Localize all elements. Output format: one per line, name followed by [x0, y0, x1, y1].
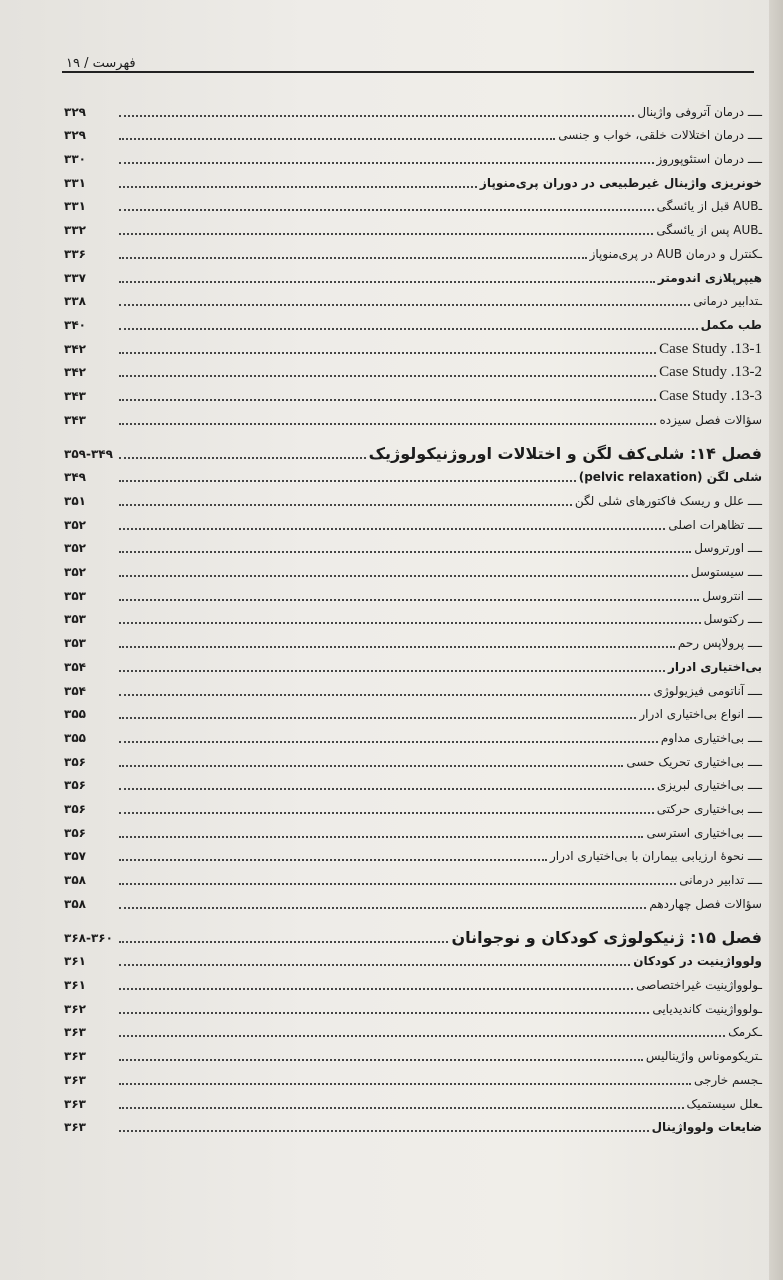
- dot-leader: [119, 575, 688, 577]
- toc-entry-title: ــــ بی‌اختیاری مداوم: [660, 730, 762, 745]
- toc-entry-title: ـAUB قبل از یائسگی: [656, 199, 762, 214]
- toc-page-number: ۳۵۸: [64, 896, 86, 911]
- toc-entry: [64, 169, 762, 193]
- dot-leader: [119, 788, 654, 790]
- toc-page-number: ۳۵۶: [64, 801, 86, 816]
- toc-page-number: ۳۶۳: [64, 1120, 86, 1135]
- toc-entry: [64, 948, 762, 972]
- dot-leader: [119, 375, 656, 377]
- toc-entry-title: سؤالات فصل چهاردهم: [649, 896, 762, 911]
- toc-entry-title: ــــ پرولاپس رحم: [677, 636, 762, 651]
- toc-page-number: ۳۵۵: [64, 730, 86, 745]
- dot-leader: [119, 622, 701, 624]
- toc-page-number: ۳۶۳: [64, 1072, 86, 1087]
- toc-entry-title: ـتریکوموناس واژینالیس: [645, 1049, 762, 1064]
- toc-entry-title: سؤالات فصل سیزده: [659, 412, 762, 427]
- toc-entry: [64, 464, 762, 488]
- toc-page-number: ۳۵۴: [64, 659, 86, 674]
- toc-page-number: ۳۳۶: [64, 246, 86, 261]
- toc-entry-title: ـکرمک: [728, 1025, 762, 1040]
- dot-leader: [119, 1059, 643, 1061]
- toc-entry: [64, 558, 762, 582]
- toc-entry-title: ـتدابیر درمانی: [693, 294, 762, 309]
- toc-entry-title: Case Study .13-2: [659, 364, 762, 381]
- toc-page-number: ۳۵۳: [64, 588, 86, 603]
- dot-leader: [119, 551, 691, 553]
- toc-entry: [64, 122, 762, 146]
- toc-entry-title: ـجسم خارجی: [693, 1072, 762, 1087]
- toc-entry-title: ولوواژینیت در کودکان: [633, 954, 762, 969]
- toc-page-number: ۳۳۱: [64, 199, 86, 214]
- toc-entry: [64, 653, 762, 677]
- toc-entry-title: ـولوواژینیت غیراختصاصی: [636, 978, 762, 993]
- toc-page-number: ۳۵۶: [64, 778, 86, 793]
- toc-entry: [64, 145, 762, 169]
- toc-entry: [64, 1042, 762, 1066]
- toc-page-number: ۳۵۲: [64, 517, 86, 532]
- dot-leader: [119, 257, 587, 259]
- toc-page-number: ۳۳۸: [64, 294, 86, 309]
- toc-page-number: ۳۴۳: [64, 388, 86, 403]
- chapter-heading: [64, 922, 762, 948]
- toc-page-number: ۳۲۹: [64, 128, 86, 143]
- toc-entry: [64, 971, 762, 995]
- toc-entry-title: ـکنترل و درمان AUB در پری‌منوپاز: [589, 246, 762, 261]
- toc-entry: [64, 606, 762, 630]
- dot-leader: [119, 162, 654, 164]
- dot-leader: [119, 457, 366, 459]
- toc-entry: [64, 866, 762, 890]
- dot-leader: [119, 859, 547, 861]
- toc-entry: [64, 382, 762, 406]
- toc-entry: [64, 677, 762, 701]
- toc-entry: [64, 748, 762, 772]
- toc-page-number: ۳۵۴: [64, 683, 86, 698]
- toc-page-number: ۳۳۲: [64, 223, 86, 238]
- toc-page-number: ۳۶۲: [64, 1001, 86, 1016]
- toc-page-number: ۳۶۱: [64, 954, 86, 969]
- toc-entry-title: ضایعات ولوواژینال: [651, 1120, 762, 1135]
- toc-entry-title: ــــ تظاهرات اصلی: [668, 517, 762, 532]
- dot-leader: [119, 988, 633, 990]
- toc-page-number: ۳۶۳: [64, 1049, 86, 1064]
- toc-entry-title: ــــ بی‌اختیاری لبریزی: [656, 778, 762, 793]
- toc-chapter13-tail: [64, 98, 762, 430]
- toc-entry-title: ــــ درمان استئوپوروز: [656, 152, 762, 167]
- dot-leader: [119, 399, 656, 401]
- dot-leader: [119, 741, 658, 743]
- toc-entry-title: ــــ بی‌اختیاری تحریک حسی: [626, 754, 762, 769]
- toc-page-number: ۳۲۹: [64, 104, 86, 119]
- chapter-heading: [64, 438, 762, 464]
- toc-entry-title: ــــ علل و ریسک فاکتورهای شلی لگن: [574, 494, 762, 508]
- toc-entry-title: ــــ اورتروسل: [694, 541, 762, 556]
- toc-entry: [64, 535, 762, 559]
- dot-leader: [119, 964, 630, 966]
- toc-entry-title: ــــ بی‌اختیاری استرسی: [646, 825, 762, 840]
- toc-page-number: ۳۴۳: [64, 412, 86, 427]
- toc-page-number: ۳۴۰: [64, 317, 86, 332]
- dot-leader: [119, 670, 665, 672]
- toc-entry-title: ــــ بی‌اختیاری حرکتی: [656, 801, 762, 816]
- toc-entry-title: هیپرپلازی اندومتر: [657, 270, 762, 285]
- toc-entry: [64, 359, 762, 383]
- toc-page-number: ۳۵۳: [64, 612, 86, 627]
- toc-entry: [64, 98, 762, 122]
- toc-entry-title: ـولوواژینیت کاندیدیایی: [652, 1001, 762, 1016]
- dot-leader: [119, 694, 650, 696]
- toc-entry-title: ــــ رکتوسل: [703, 612, 762, 627]
- toc-page-number: ۳۶۳: [64, 1096, 86, 1111]
- header-title: فهرست / ۱۹: [66, 56, 136, 71]
- toc-entry: [64, 311, 762, 335]
- toc-entry-title: بی‌اختیاری ادرار: [668, 659, 762, 674]
- toc-entry: [64, 843, 762, 867]
- toc-entry-title: شلی لگن (pelvic relaxation): [578, 470, 762, 485]
- toc-chapter14: [64, 438, 762, 914]
- toc-page-number: ۳۳۰: [64, 152, 86, 167]
- dot-leader: [119, 209, 654, 211]
- dot-leader: [119, 907, 646, 909]
- toc-entry-title: ـعلل سیستمیک: [686, 1096, 762, 1111]
- dot-leader: [119, 812, 654, 814]
- dot-leader: [119, 1130, 649, 1132]
- toc-page-number: ۳۴۲: [64, 365, 86, 380]
- dot-leader: [119, 352, 656, 354]
- dot-leader: [119, 1107, 684, 1109]
- toc-entry: [64, 1019, 762, 1043]
- dot-leader: [119, 504, 572, 506]
- dot-leader: [119, 328, 698, 330]
- toc-page-number: ۳۵۳: [64, 636, 86, 651]
- toc-page-number: ۳۵۷: [64, 849, 86, 864]
- toc-entry-title: ــــ انتروسل: [702, 588, 762, 603]
- toc-entry-title: خونریزی واژینال غیرطبیعی در دوران پری‌منوپاز: [479, 175, 762, 190]
- table-of-contents: [64, 98, 762, 1137]
- toc-page-number: ۳۵۱: [64, 494, 86, 508]
- dot-leader: [119, 599, 699, 601]
- toc-entry: [64, 629, 762, 653]
- toc-entry-title: ــــ انواع بی‌اختیاری ادرار: [639, 707, 762, 722]
- toc-entry: [64, 511, 762, 535]
- dot-leader: [119, 138, 555, 140]
- dot-leader: [119, 304, 690, 306]
- toc-entry: [64, 264, 762, 288]
- dot-leader: [119, 1035, 725, 1037]
- dot-leader: [119, 765, 623, 767]
- toc-entry: [64, 995, 762, 1019]
- dot-leader: [119, 281, 655, 283]
- toc-entry-title: ــــ سیستوسل: [690, 565, 762, 580]
- toc-entry: [64, 795, 762, 819]
- toc-page-number: ۳۶۳: [64, 1025, 86, 1040]
- dot-leader: [119, 115, 634, 117]
- dot-leader: [119, 836, 643, 838]
- toc-entry-title: Case Study .13-1: [659, 340, 762, 357]
- toc-entry: [64, 240, 762, 264]
- toc-page-number: ۳۵۲: [64, 565, 86, 580]
- dot-leader: [119, 1083, 691, 1085]
- dot-leader: [119, 941, 448, 943]
- toc-chapter15: [64, 922, 762, 1138]
- toc-entry: [64, 1066, 762, 1090]
- page-header: [66, 56, 752, 71]
- toc-page-number: ۳۶۱: [64, 978, 86, 993]
- toc-entry: [64, 890, 762, 914]
- toc-entry: [64, 582, 762, 606]
- toc-entry: [64, 1090, 762, 1114]
- toc-entry-title: ـAUB پس از یائسگی: [656, 223, 762, 238]
- dot-leader: [119, 186, 477, 188]
- toc-entry-title: طب مکمل: [700, 317, 762, 332]
- toc-page-number: ۳۵۶: [64, 825, 86, 840]
- toc-entry: [64, 701, 762, 725]
- dot-leader: [119, 528, 665, 530]
- toc-page-number: ۳۶۸-۳۶۰: [64, 930, 113, 945]
- header-rule: [62, 71, 754, 73]
- toc-entry-title: ــــ آناتومی فیزیولوژی: [653, 683, 762, 698]
- toc-entry-title: ــــ درمان آتروفی واژینال: [637, 104, 762, 119]
- dot-leader: [119, 233, 653, 235]
- toc-entry: [64, 193, 762, 217]
- toc-entry: [64, 335, 762, 359]
- dot-leader: [119, 646, 675, 648]
- toc-entry-title: ــــ تدابیر درمانی: [679, 873, 762, 887]
- toc-entry-title: ــــ نحوهٔ ارزیابی بیماران با بی‌اختیاری ادرار: [549, 849, 762, 864]
- toc-page-number: ۳۳۱: [64, 175, 86, 190]
- dot-leader: [119, 717, 636, 719]
- toc-entry-title: ــــ درمان اختلالات خلقی، خواب و جنسی: [558, 128, 762, 143]
- dot-leader: [119, 423, 656, 425]
- toc-entry-title: فصل ۱۵: ژنیکولوژی کودکان و نوجوانان: [451, 927, 762, 947]
- toc-entry: [64, 772, 762, 796]
- toc-entry-title: فصل ۱۴: شلی‌کف لگن و اختلالات اوروژنیکولوژیک: [368, 443, 762, 463]
- toc-entry: [64, 406, 762, 430]
- toc-page-number: ۳۳۷: [64, 270, 86, 285]
- toc-page-number: ۳۴۹: [64, 470, 86, 485]
- toc-page-number: ۳۵۲: [64, 541, 86, 556]
- toc-entry: [64, 487, 762, 511]
- toc-page-number: ۳۵۶: [64, 754, 86, 769]
- toc-entry: [64, 819, 762, 843]
- toc-page-number: ۳۴۲: [64, 341, 86, 356]
- toc-entry: [64, 724, 762, 748]
- page-edge: [769, 0, 783, 1280]
- dot-leader: [119, 883, 676, 885]
- toc-entry-title: Case Study .13-3: [659, 387, 762, 404]
- toc-page-number: ۳۵۹-۳۴۹: [64, 446, 113, 461]
- dot-leader: [119, 1012, 649, 1014]
- toc-entry: [64, 288, 762, 312]
- toc-entry: [64, 216, 762, 240]
- dot-leader: [119, 480, 576, 482]
- toc-page-number: ۳۵۵: [64, 707, 86, 722]
- toc-page-number: ۳۵۸: [64, 873, 86, 887]
- toc-entry: [64, 1114, 762, 1138]
